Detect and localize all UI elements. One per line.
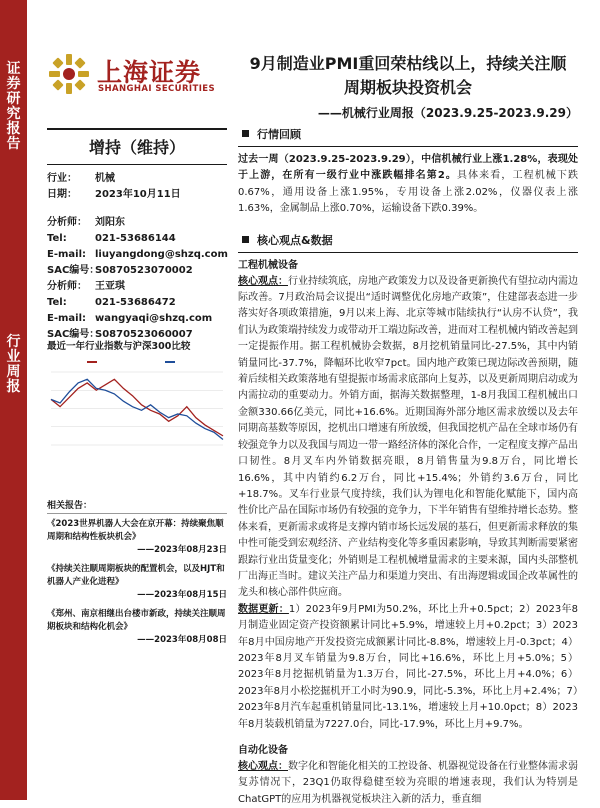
chart-series-line-1 <box>51 379 223 436</box>
report-title-line-1: 9月制造业PMI重回荣枯线以上，持续关注顺 <box>249 54 567 73</box>
automation-view-paragraph: 核心观点：数字化和智能化相关的工控设备、机器视觉设备在行业整体需求弱复苏情况下，23Q1仍取得稳健至较为亮眼的增速表现，我们认为特别是ChatGPT的应用为机器视觉板块注入新的活力，垂直细 <box>238 761 578 805</box>
analyst-row: Tel: 021-53686472 <box>47 297 176 308</box>
chart-plot <box>47 358 227 453</box>
meta-row: 行业： 机械 <box>47 173 115 184</box>
report-title-block <box>238 52 578 123</box>
logo-mark-icon <box>47 52 91 96</box>
section-heading-review: 行情回顾 <box>238 126 578 147</box>
logo-chinese: 上海证券 <box>97 58 202 87</box>
analyst-row: Tel: 021-53686144 <box>47 233 176 244</box>
related-report-item[interactable]: 《持续关注顺周期板块的配置机会，以及HJT和机器人产业化进程》 ——2023年08月15日 <box>47 564 227 600</box>
report-title-line-2: 周期板块投资机会 <box>343 78 472 97</box>
analyst-row: SAC编号：S0870523070002 <box>47 265 193 276</box>
subsection-engineering: 工程机械设备 <box>238 259 298 271</box>
related-report-item[interactable]: 《郑州、南京相继出台楼市新政，持续关注顺周期板块和结构化机会》 ——2023年08月08日 <box>47 609 227 645</box>
analyst-email[interactable]: E-mail: liuyangdong@shzq.com <box>47 249 228 260</box>
rating-label: 增持（维持） <box>47 128 227 165</box>
analyst-row: SAC编号：S0870523060007 <box>47 329 193 340</box>
sidebar <box>0 0 27 800</box>
related-reports-heading: 相关报告： <box>47 498 227 514</box>
index-comparison-chart <box>47 338 227 456</box>
chart-title: 最近一年行业指数与沪深300比较 <box>47 341 191 352</box>
engineering-view-paragraph: 核心观点：行业持续筑底，房地产政策发力以及设备更新换代有望拉动内需边际改善。7月政治局会议提出“适时调整优化房地产政策”，住建部表态进一步落实好各项政策措施，9月以来上海、北京等城市陆续执行“认房不认贷”，我们认为政策端持续发力或带动开工端边际改善，进而对工程机械内销改善起到一定提振作用。据工程机械协会数据，8月挖机销量同比-27.5%，其中内销销量同比-37.7%，降幅环比收窄7pct。国内地产政策已现边际改善预期，随着后续相关政策落地有望提振市场需求底部向上复苏，以及更新周期启动或为内需拉动的重要动力。外销方面，据海关数据整理，1-8月我国工程机械出口金额330.66亿美元，同比+16.6%。近期国海外部分地区需求放缓以及去年同期高基数等原因，挖机出口增速有所放缓，但我国挖机产品在全球市场仍有较强竞争力以及我国与周边一带一路经济体的深化合作，一定程度支撑产品出口韧性。8月叉车内外销数据亮眼，8月销售量为9.8万台，同比增长16.6%，其中内销约6.2万台，同比+15.4%；外销约3.6万台，同比+18.7%。叉车行业景气度持续，我们认为锂电化和智能化赋能下，国内高性价比产品在国际市场仍有较强的竞争力，下半年销售有望维持增长态势。整体来看，更新需求或将是支撑内销市场长远发展的基石，但更新需求释放的集中性可能受到宏观经济、产业结构变化等多重因素影响，导致其判断需要紧密跟踪行业出货量变化；外销则是工程机械增量需求的主要来源，国内头部整机厂出海正当时。建议关注产品力和渠道力突出、有出海逻辑或国企改革属性的龙头和核心部件供应商。 <box>238 275 578 599</box>
data-update-paragraph: 数据更新：1）2023年9月PMI为50.2%，环比上升+0.5pct；2）2023年8月制造业固定资产投资额累计同比+5.9%，增速较上月+0.2pct；3）2023年8月中国房地产开发投资完成额累计同比-8.8%，增速较上月-0.3pct；4）2023年8月叉车销量为9.8万台，同比+16.6%，环比上月+5.0%；5）2023年8月挖掘机销量为1.3万台，同比-27.5%，环比上月+4.0%；6）2023年8月小松挖掘机开工小时为90.9，同比-5.3%，环比上月+2.4%；7）2023年8月汽车起重机销量同比-13.1%，增速较上月+10.0pct；8）2023年8月装载机销量为7227.0台，同比-17.9%，环比上月+9.7%。 <box>238 603 578 730</box>
main-content <box>238 126 578 808</box>
meta-row: 日期： 2023年10月11日 <box>47 189 181 200</box>
square-bullet-icon <box>242 236 249 243</box>
subsection-automation: 自动化设备 <box>238 745 288 756</box>
left-info-column <box>47 128 227 343</box>
report-subtitle: ——机械行业周报（2023.9.25-2023.9.29） <box>317 106 578 120</box>
industry-meta <box>47 171 227 203</box>
section-heading-core: 核心观点&数据 <box>238 232 578 253</box>
square-bullet-icon <box>242 130 249 137</box>
analyst-list <box>47 215 227 343</box>
related-report-item[interactable]: 《2023世界机器人大会在京开幕：持续聚焦顺周期和结构性板块机会》 ——2023年08月23日 <box>47 519 227 555</box>
sidebar-report-type: 证券研究报告 <box>6 61 21 152</box>
analyst-email[interactable]: E-mail: wangyaqi@shzq.com <box>47 313 213 324</box>
related-reports <box>47 498 227 653</box>
review-paragraph: 过去一周（2023.9.25-2023.9.29），中信机械行业上涨1.28%，表现处于上游，在所有一级行业中涨跌幅排名第2。具体来看，工程机械下跌0.67%，通用设备上涨1.95%，专用设备上涨2.02%，仪器仪表上涨1.63%，金属制品上涨0.70%，运输设备下跌0.39%。 <box>238 154 578 215</box>
analyst-row: 分析师： 王亚琪 <box>47 281 125 292</box>
chart-series-line-2 <box>51 379 223 439</box>
analyst-row: 分析师： 刘阳东 <box>47 217 125 228</box>
company-logo <box>47 50 227 100</box>
logo-english: SHANGHAI SECURITIES <box>98 84 215 94</box>
sidebar-report-category: 行业周报 <box>6 334 21 395</box>
